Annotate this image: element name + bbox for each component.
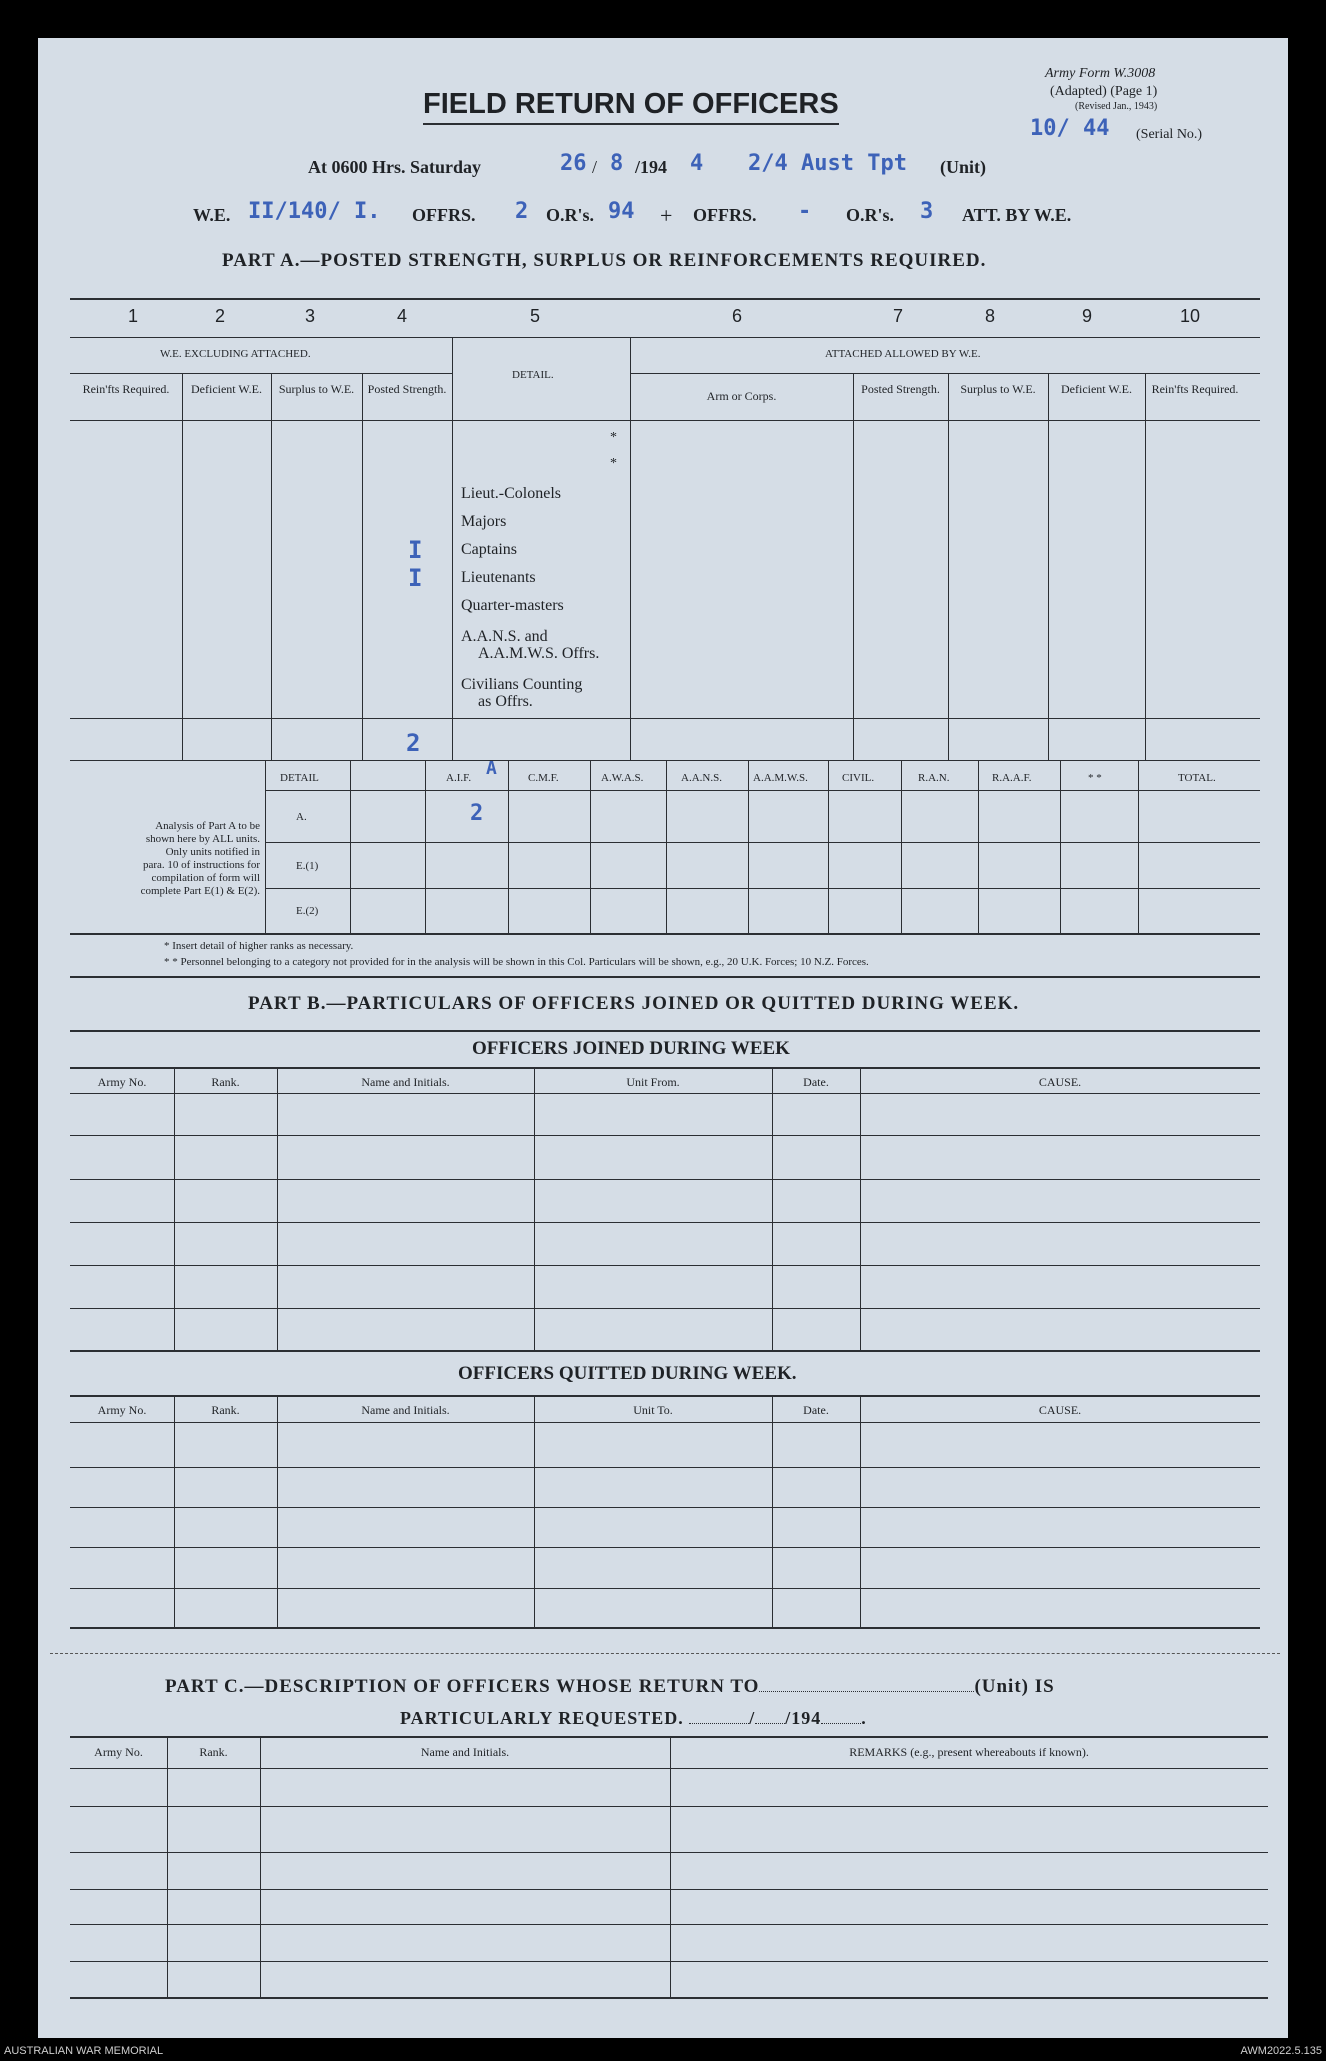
footer-left: AUSTRALIAN WAR MEMORIAL xyxy=(4,2045,164,2057)
col-number-10: 10 xyxy=(1180,306,1201,326)
col-arm-or-corps: Arm or Corps. xyxy=(706,389,777,403)
quitted-col-unit-to: Unit To. xyxy=(633,1403,673,1417)
analysis-col-aamws: A.A.M.W.S. xyxy=(753,772,808,784)
analysis-note-line: compilation of form will xyxy=(151,872,260,884)
part-c-title-b: (Unit) IS xyxy=(974,1676,1055,1697)
col-reinfts-required: Rein'fts Required. xyxy=(82,382,170,396)
col-posted-strength: Posted Strength. xyxy=(367,382,447,396)
we-group-header: W.E. EXCLUDING ATTACHED. xyxy=(160,348,311,360)
at-label: At 0600 Hrs. Saturday xyxy=(308,157,482,177)
col-surplus-we: Surplus to W.E. xyxy=(278,382,355,396)
col-number-8: 8 xyxy=(985,306,996,326)
asterisk-1: * xyxy=(610,430,617,445)
analysis-col-total: TOTAL. xyxy=(1178,772,1216,784)
detail-header: DETAIL. xyxy=(512,369,554,381)
joined-col-army-no: Army No. xyxy=(97,1075,147,1089)
lieutenants-posted-value: I xyxy=(408,564,423,592)
serial-label: (Serial No.) xyxy=(1136,127,1203,142)
partc-col-name: Name and Initials. xyxy=(420,1745,510,1759)
form-id-line3: (Revised Jan., 1943) xyxy=(1075,101,1158,112)
part-c-year: /194 xyxy=(785,1708,822,1728)
analysis-col-awas: A.W.A.S. xyxy=(601,772,644,784)
part-c-title-line1 xyxy=(165,1676,1055,1698)
aif-a-value: 2 xyxy=(470,801,484,826)
month-value: 8 xyxy=(610,151,624,176)
analysis-note xyxy=(80,820,260,898)
footnote-1: * Insert detail of higher ranks as necessary. xyxy=(164,940,354,952)
rank-lieut-colonels: Lieut.-Colonels xyxy=(461,485,561,502)
col-attached-posted: Posted Strength. xyxy=(861,382,940,396)
analysis-col-aif: A.I.F. xyxy=(446,772,472,784)
col-deficient-we: Deficient W.E. xyxy=(191,382,262,396)
analysis-col-detail: DETAIL xyxy=(280,772,319,784)
analysis-note-line: shown here by ALL units. xyxy=(145,833,260,845)
analysis-col-cmf: C.M.F. xyxy=(528,772,559,784)
captains-posted-value: I xyxy=(408,536,423,564)
we-label: W.E. xyxy=(193,205,231,225)
partc-col-army-no: Army No. xyxy=(94,1745,143,1759)
col-attached-surplus: Surplus to W.E. xyxy=(960,382,1036,396)
rank-captains: Captains xyxy=(461,541,517,558)
analysis-col-aans: A.A.N.S. xyxy=(681,772,722,784)
analysis-note-line: Only units notified in xyxy=(165,846,260,858)
asterisk-2: * xyxy=(610,456,617,471)
ors2-value: 3 xyxy=(920,199,934,224)
ors-label: O.R's. xyxy=(546,205,595,225)
footnote-2: * * Personnel belonging to a category not provided for in the analysis will be shown in this Col. Particulars will be shown, e.g., 20 U.K. Forces; 10 N.Z. Forces. xyxy=(164,956,869,968)
quitted-col-name: Name and Initials. xyxy=(361,1403,450,1417)
analysis-col-other: * * xyxy=(1088,772,1102,784)
analysis-row-a: A. xyxy=(296,811,307,823)
analysis-col-raaf: R.A.A.F. xyxy=(992,772,1032,784)
partc-col-remarks: REMARKS (e.g., present whereabouts if known). xyxy=(849,1745,1089,1759)
rank-aamws: A.A.M.W.S. Offrs. xyxy=(478,645,600,662)
joined-col-date: Date. xyxy=(803,1075,829,1089)
quitted-col-cause: CAUSE. xyxy=(1038,1403,1082,1417)
partc-col-rank: Rank. xyxy=(199,1745,228,1759)
col-number-2: 2 xyxy=(215,306,226,326)
part-c-title-a: PART C.—DESCRIPTION OF OFFICERS WHOSE RETURN TO xyxy=(165,1676,760,1697)
part-c-requested: PARTICULARLY REQUESTED. xyxy=(400,1708,684,1728)
offrs-value: 2 xyxy=(515,199,529,224)
footer-right: AWM2022.5.135 xyxy=(1240,2045,1322,2057)
quitted-title: OFFICERS QUITTED DURING WEEK. xyxy=(458,1363,797,1384)
col-attached-reinfts: Rein'fts Required. xyxy=(1151,382,1239,396)
col-number-5: 5 xyxy=(530,306,541,326)
analysis-row-e2: E.(2) xyxy=(296,905,319,917)
joined-title: OFFICERS JOINED DURING WEEK xyxy=(472,1038,790,1059)
analysis-note-line: para. 10 of instructions for xyxy=(143,859,260,871)
quitted-col-rank: Rank. xyxy=(211,1403,240,1417)
rank-civilians: Civilians Counting xyxy=(461,676,583,693)
joined-col-cause: CAUSE. xyxy=(1038,1075,1082,1089)
rank-quarter-masters: Quarter-masters xyxy=(461,597,564,614)
rank-majors: Majors xyxy=(461,513,507,530)
attached-group-header: ATTACHED ALLOWED BY W.E. xyxy=(825,348,981,360)
total-posted-value: 2 xyxy=(406,729,421,757)
quitted-col-date: Date. xyxy=(803,1403,829,1417)
col-attached-deficient: Deficient W.E. xyxy=(1061,382,1132,396)
year-prefix: /194 xyxy=(635,157,668,177)
analysis-col-civil: CIVIL. xyxy=(842,772,875,784)
col-number-1: 1 xyxy=(128,306,139,326)
tear-line xyxy=(50,1653,1280,1654)
joined-col-unit-from: Unit From. xyxy=(626,1075,680,1089)
quitted-col-army-no: Army No. xyxy=(97,1403,147,1417)
ors2-label: O.R's. xyxy=(846,205,895,225)
offrs-label: OFFRS. xyxy=(412,205,476,225)
ors-value: 94 xyxy=(608,199,635,224)
year-digit: 4 xyxy=(690,151,704,176)
plus-sign: + xyxy=(660,203,673,228)
col-number-3: 3 xyxy=(305,306,316,326)
form-id-line1: Army Form W.3008 xyxy=(1045,66,1156,81)
unit-value: 2/4 Aust Tpt xyxy=(748,151,907,176)
col-number-6: 6 xyxy=(732,306,743,326)
rank-civilians-cont: as Offrs. xyxy=(478,693,533,710)
part-b-title: PART B.—PARTICULARS OF OFFICERS JOINED OR QUITTED DURING WEEK. xyxy=(248,993,1020,1014)
analysis-col-ran: R.A.N. xyxy=(918,772,950,784)
day-value: 26 xyxy=(560,151,587,176)
rank-lieutenants: Lieutenants xyxy=(461,569,536,586)
serial-value: 10/ 44 xyxy=(1030,116,1110,141)
unit-label: (Unit) xyxy=(940,157,986,177)
analysis-note-line: Analysis of Part A to be xyxy=(155,820,260,832)
part-c-title-line2: PARTICULARLY REQUESTED. / /194 . xyxy=(400,1708,867,1728)
analysis-note-line: complete Part E(1) & E(2). xyxy=(140,885,260,897)
joined-col-name: Name and Initials. xyxy=(361,1075,450,1089)
form-id-line2: (Adapted) (Page 1) xyxy=(1050,84,1158,99)
aif-mark: A xyxy=(486,758,497,779)
rank-aans: A.A.N.S. and xyxy=(461,628,548,645)
form-title: FIELD RETURN OF OFFICERS xyxy=(423,88,839,125)
att-label: ATT. BY W.E. xyxy=(962,205,1072,225)
analysis-row-e1: E.(1) xyxy=(296,860,319,872)
col-number-4: 4 xyxy=(397,306,408,326)
col-number-7: 7 xyxy=(893,306,904,326)
joined-col-rank: Rank. xyxy=(211,1075,240,1089)
we-value: II/140/ I. xyxy=(248,199,381,224)
col-number-9: 9 xyxy=(1082,306,1093,326)
part-a-title: PART A.—POSTED STRENGTH, SURPLUS OR REINFORCEMENTS REQUIRED. xyxy=(222,250,987,271)
offrs2-value: - xyxy=(798,199,812,224)
offrs2-label: OFFRS. xyxy=(693,205,757,225)
